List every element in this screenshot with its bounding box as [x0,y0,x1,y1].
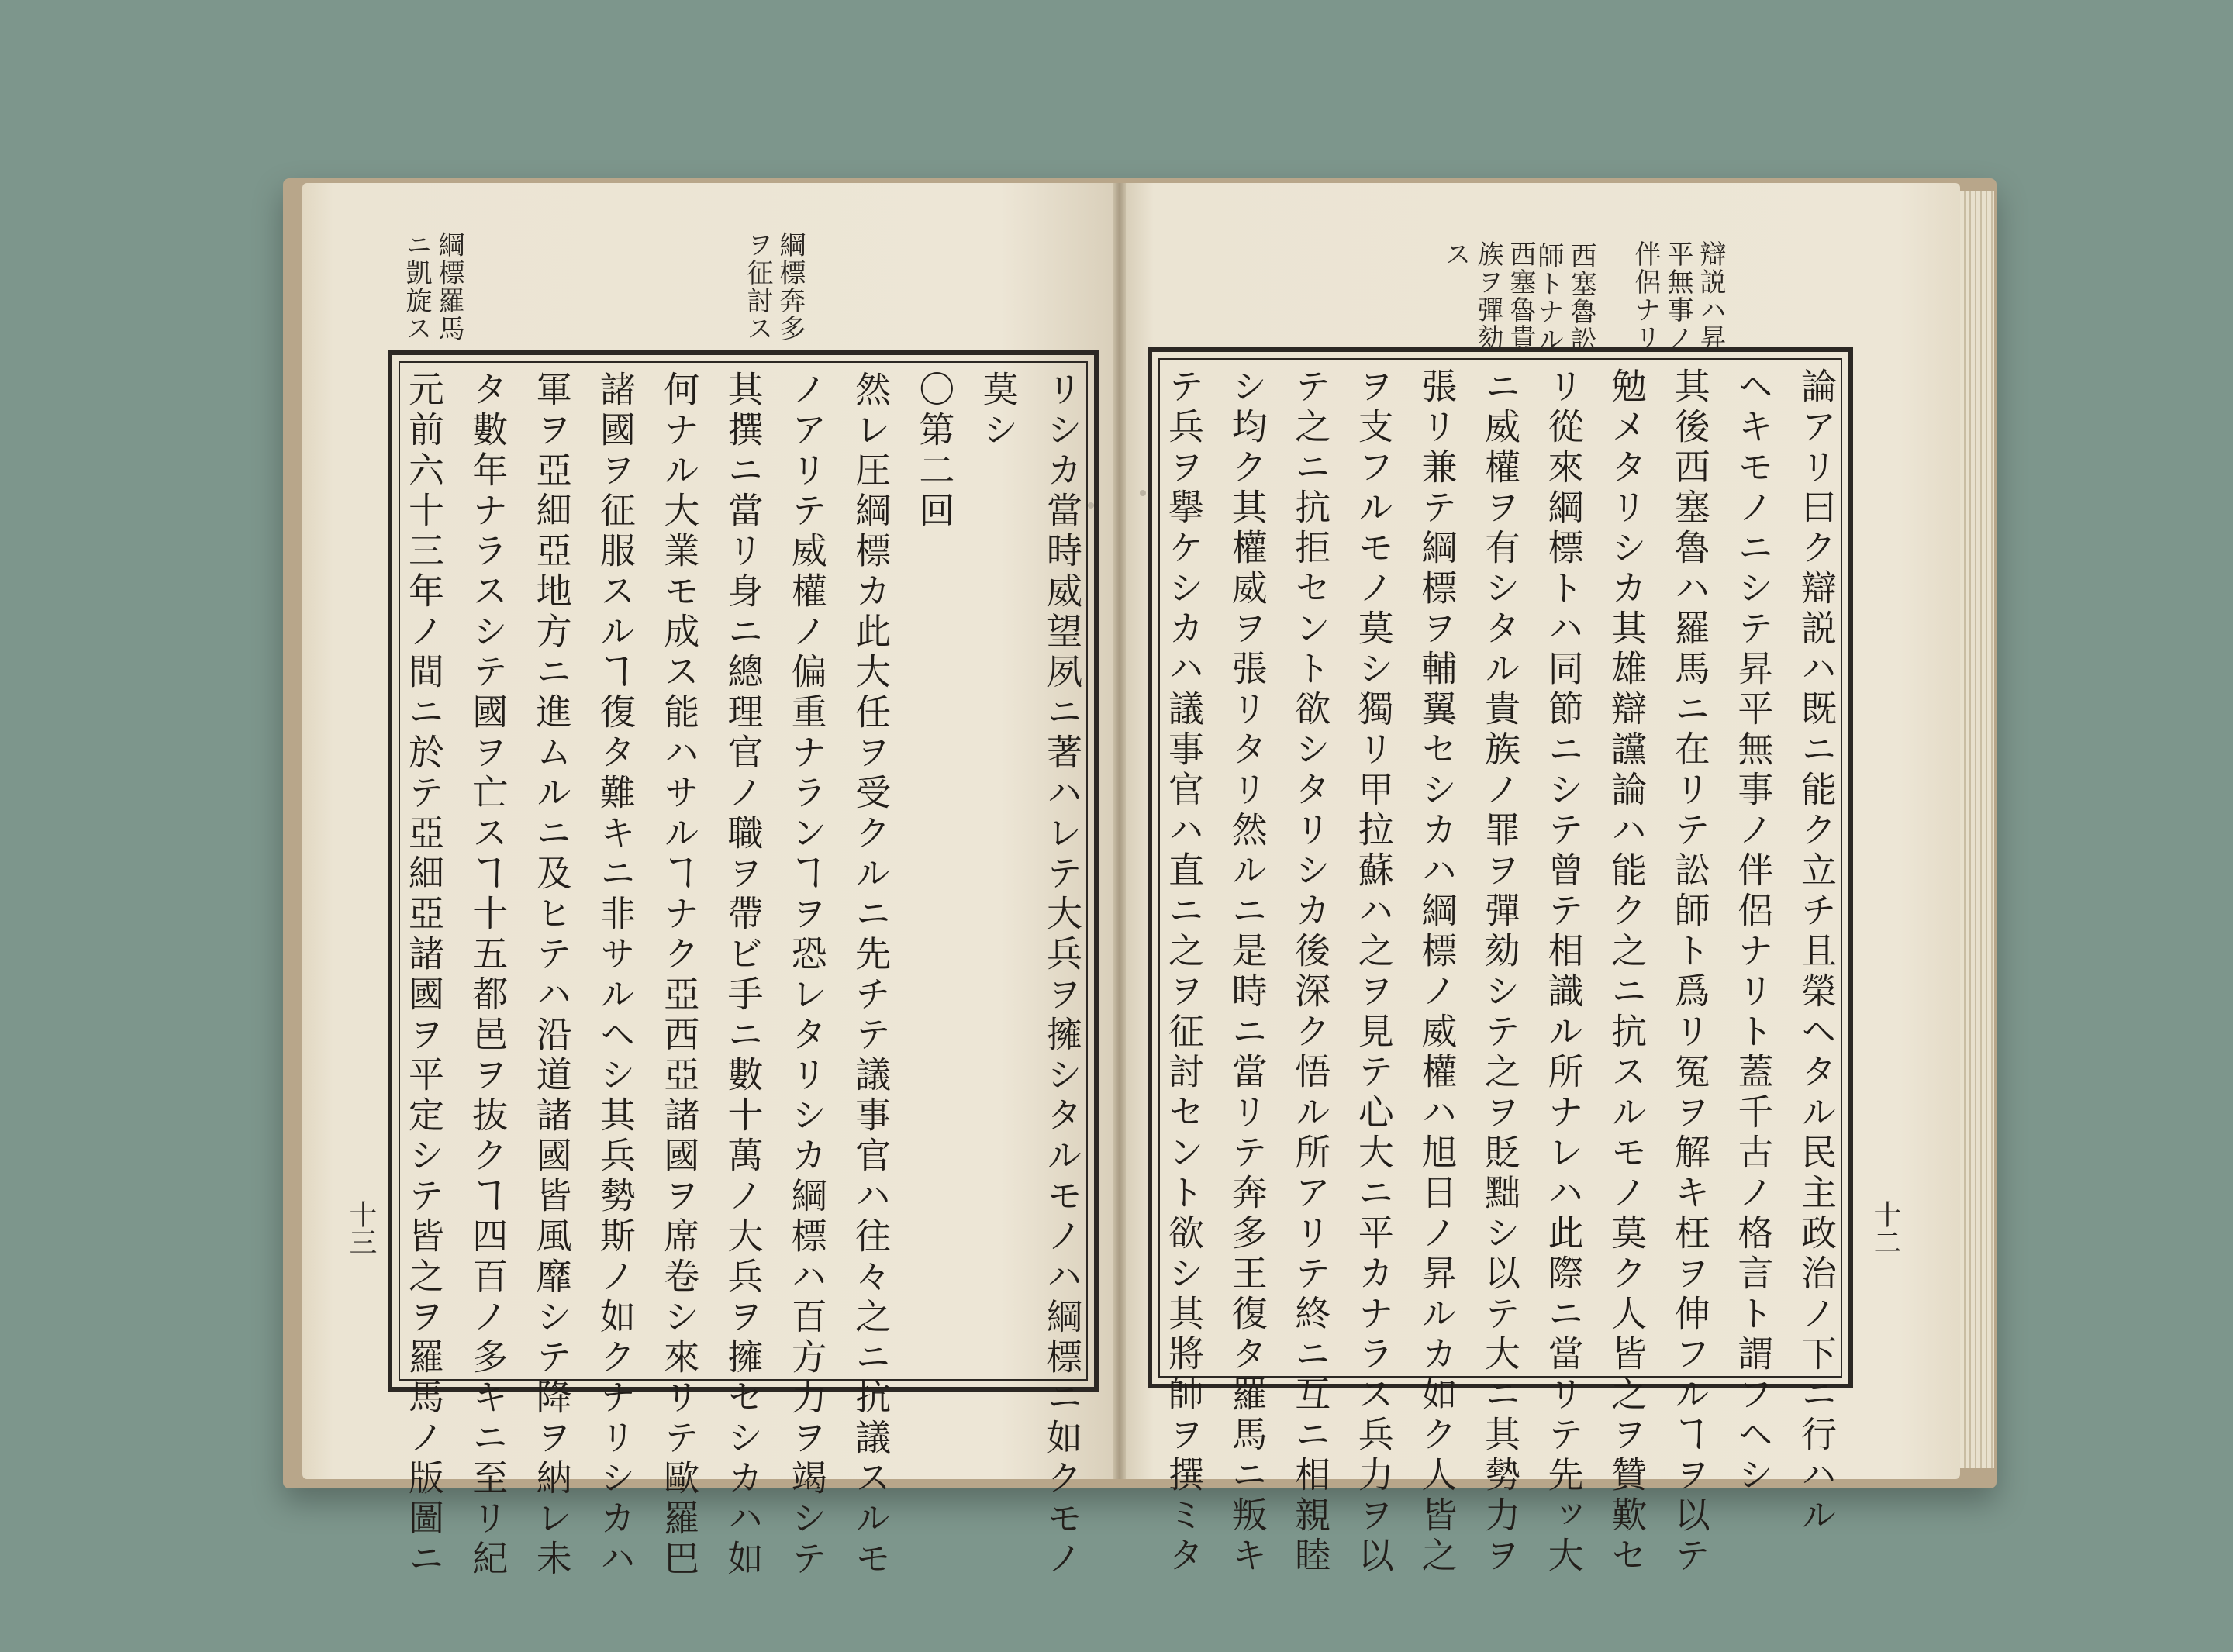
right-text-columns [1163,367,1838,1577]
right-text-frame [1148,347,1853,1577]
text-column: ノアリテ威權ノ偏重ナランヿヲ恐レタリシカ綱標ハ百方力ヲ竭シテ [785,371,828,1580]
text-column: ニ威權ヲ有シタル貴族ノ罪ヲ彈劾シテ之ヲ貶黜シ以テ大ニ其勢力ヲ [1479,367,1521,1577]
margin-note: 西塞魯貴 [1505,240,1536,352]
margin-note: ヲ征討ス [742,231,773,343]
text-column: 其後西塞魯ハ羅馬ニ在リテ訟師ト爲リ冤ヲ解キ枉ヲ伸フルヿヲ以テ [1669,367,1711,1577]
margin-note: 伴侶ナリ [1630,240,1661,352]
left-margin-notes-b [742,231,806,343]
text-column: タ數年ナラスシテ國ヲ亡スヿ十五都邑ヲ抜クヿ四百ノ多キニ至リ紀 [467,371,509,1580]
margin-note: 族ヲ彈劾 [1472,240,1503,352]
binding-hole [1088,502,1094,509]
text-column: テ兵ヲ擧ケシカハ議事官ハ直ニ之ヲ征討セント欲シ其將帥ヲ撰ミタ [1163,367,1205,1577]
margin-note: 綱標奔多 [775,231,806,343]
text-column: ヲ支フルモノ莫シ獨リ甲拉蘇ハ之ヲ見テ心大ニ平カナラス兵力ヲ以 [1352,367,1395,1577]
left-margin-notes-a [403,231,462,343]
text-column: リシカ當時威望夙ニ著ハレテ大兵ヲ擁シタルモノハ綱標ニ如クモノ [1041,371,1083,1580]
book-gutter [1113,183,1126,1479]
binding-hole [1140,490,1146,496]
margin-note: 綱標羅馬 [433,231,464,343]
text-column: テ之ニ抗拒セント欲シタリシカ後深ク悟ル所アリテ終ニ互ニ相親睦 [1289,367,1332,1577]
margin-note: 辯説ハ昇 [1695,240,1726,352]
text-column: 論アリ曰ク辯説ハ既ニ能ク立チ且榮ヘタル民主政治ノ下ニ行ハル [1795,367,1838,1536]
text-column: リ從來綱標トハ同節ニシテ曾テ相識ル所ナレハ此際ニ當リテ先ッ大 [1542,367,1585,1577]
text-column: 何ナル大業モ成ス能ハサルヿナク亞西亞諸國ヲ席卷シ來リテ歐羅巴 [658,371,701,1580]
text-column: 張リ兼テ綱標ヲ輔翼セシカハ綱標ノ威權ハ旭日ノ昇ルカ如ク人皆之 [1416,367,1458,1577]
text-column: 莫シ [977,371,1020,451]
section-heading: 〇第二回 [913,371,956,532]
text-column: シ均ク其權威ヲ張リタリ然ルニ是時ニ當リテ奔多王復タ羅馬ニ叛キ [1226,367,1268,1577]
margin-note: 師トナル [1533,242,1564,354]
page-edges [1960,191,1994,1468]
right-margin-notes-a [1632,240,1724,352]
right-margin-notes-b-wrap [1535,242,1594,354]
left-text-columns [403,371,1083,1580]
text-column: 諸國ヲ征服スルヿ復タ難キニ非サルヘシ其兵勢斯ノ如クナリシカハ [594,371,637,1580]
margin-note: ス [1440,240,1471,268]
text-column: 軍ヲ亞細亞地方ニ進ムルニ及ヒテハ沿道諸國皆風靡シテ降ヲ納レ未 [530,371,573,1580]
text-column: 元前六十三年ノ間ニ於テ亞細亞諸國ヲ平定シテ皆之ヲ羅馬ノ版圖ニ [403,371,445,1580]
text-column: 然レ圧綱標カ此大任ヲ受クルニ先チテ議事官ハ往々之ニ抗議スルモ [850,371,892,1580]
left-text-frame [388,350,1099,1580]
text-column: 其撰ニ當リ身ニ總理官ノ職ヲ帶ビ手ニ數十萬ノ大兵ヲ擁セシカハ如 [722,371,764,1580]
text-column: ヘキモノニシテ昇平無事ノ伴侶ナリト蓋千古ノ格言ト謂フヘシ [1732,367,1775,1496]
margin-note: 平無事ノ [1662,240,1693,352]
text-column: 勉メタリシカ其雄辯讜論ハ能ク之ニ抗スルモノ莫ク人皆之ヲ贊歎セ [1606,367,1648,1577]
margin-note: ニ凱旋ス [401,231,432,343]
left-page-number: 十三 [345,1200,377,1256]
right-page-number: 十二 [1869,1200,1901,1256]
right-margin-notes-c [1442,240,1534,352]
margin-note: 西塞魯訟 [1565,242,1596,354]
